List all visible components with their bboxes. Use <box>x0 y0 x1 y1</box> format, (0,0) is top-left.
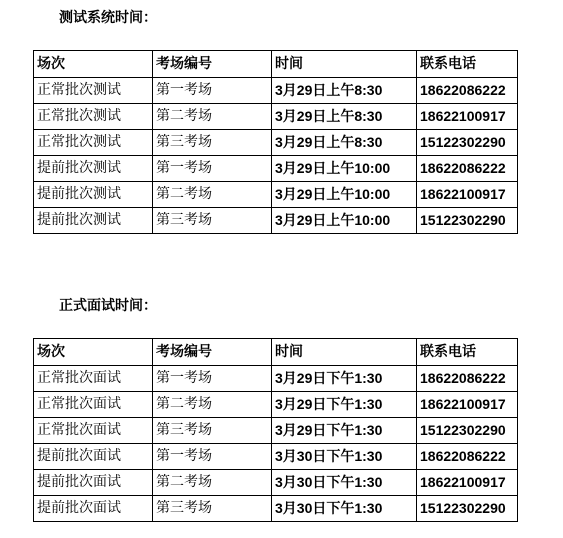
cell-room: 第三考场 <box>153 418 272 444</box>
cell-session: 正常批次测试 <box>34 130 153 156</box>
header-phone: 联系电话 <box>417 339 518 366</box>
cell-time: 3月29日上午10:00 <box>272 182 417 208</box>
cell-session: 提前批次面试 <box>34 444 153 470</box>
cell-session: 正常批次面试 <box>34 366 153 392</box>
header-time: 时间 <box>272 339 417 366</box>
cell-room: 第三考场 <box>153 208 272 234</box>
cell-session: 提前批次测试 <box>34 208 153 234</box>
table-row <box>34 444 518 470</box>
cell-session: 正常批次测试 <box>34 104 153 130</box>
table-row <box>34 496 518 522</box>
cell-phone: 18622086222 <box>417 366 518 392</box>
cell-time: 3月29日上午8:30 <box>272 78 417 104</box>
cell-phone: 18622086222 <box>417 444 518 470</box>
cell-phone: 18622086222 <box>417 156 518 182</box>
cell-time: 3月30日下午1:30 <box>272 444 417 470</box>
table-row <box>34 182 518 208</box>
cell-session: 正常批次测试 <box>34 78 153 104</box>
cell-session: 正常批次面试 <box>34 392 153 418</box>
section-title-test-system: 测试系统时间： <box>59 10 157 26</box>
cell-session: 提前批次面试 <box>34 470 153 496</box>
cell-room: 第一考场 <box>153 444 272 470</box>
cell-room: 第三考场 <box>153 130 272 156</box>
cell-room: 第二考场 <box>153 104 272 130</box>
test-schedule-table <box>33 50 518 234</box>
cell-room: 第一考场 <box>153 156 272 182</box>
table-row <box>34 78 518 104</box>
header-time: 时间 <box>272 51 417 78</box>
table-row <box>34 130 518 156</box>
cell-time: 3月29日上午10:00 <box>272 208 417 234</box>
table-row <box>34 470 518 496</box>
cell-time: 3月30日下午1:30 <box>272 470 417 496</box>
table-row <box>34 392 518 418</box>
header-phone: 联系电话 <box>417 51 518 78</box>
cell-time: 3月29日上午10:00 <box>272 156 417 182</box>
cell-room: 第一考场 <box>153 78 272 104</box>
table-header-row <box>34 51 518 78</box>
cell-room: 第一考场 <box>153 366 272 392</box>
cell-phone: 15122302290 <box>417 418 518 444</box>
table-header-row <box>34 339 518 366</box>
cell-time: 3月29日上午8:30 <box>272 130 417 156</box>
section-title-formal-interview: 正式面试时间： <box>59 298 157 314</box>
cell-room: 第二考场 <box>153 182 272 208</box>
cell-phone: 15122302290 <box>417 130 518 156</box>
cell-time: 3月29日上午8:30 <box>272 104 417 130</box>
table-row <box>34 418 518 444</box>
header-room-number: 考场编号 <box>153 51 272 78</box>
table-row <box>34 208 518 234</box>
cell-phone: 18622100917 <box>417 392 518 418</box>
interview-schedule-table <box>33 338 518 522</box>
cell-phone: 18622086222 <box>417 78 518 104</box>
table-row <box>34 104 518 130</box>
header-session: 场次 <box>34 51 153 78</box>
cell-room: 第二考场 <box>153 392 272 418</box>
header-session: 场次 <box>34 339 153 366</box>
cell-session: 提前批次面试 <box>34 496 153 522</box>
cell-phone: 15122302290 <box>417 208 518 234</box>
cell-session: 提前批次测试 <box>34 182 153 208</box>
cell-phone: 18622100917 <box>417 182 518 208</box>
cell-session: 提前批次测试 <box>34 156 153 182</box>
table-row <box>34 156 518 182</box>
cell-phone: 15122302290 <box>417 496 518 522</box>
cell-time: 3月29日下午1:30 <box>272 392 417 418</box>
header-room-number: 考场编号 <box>153 339 272 366</box>
cell-time: 3月29日下午1:30 <box>272 366 417 392</box>
cell-time: 3月29日下午1:30 <box>272 418 417 444</box>
cell-phone: 18622100917 <box>417 470 518 496</box>
cell-room: 第三考场 <box>153 496 272 522</box>
table-row <box>34 366 518 392</box>
cell-time: 3月30日下午1:30 <box>272 496 417 522</box>
cell-room: 第二考场 <box>153 470 272 496</box>
cell-phone: 18622100917 <box>417 104 518 130</box>
cell-session: 正常批次面试 <box>34 418 153 444</box>
